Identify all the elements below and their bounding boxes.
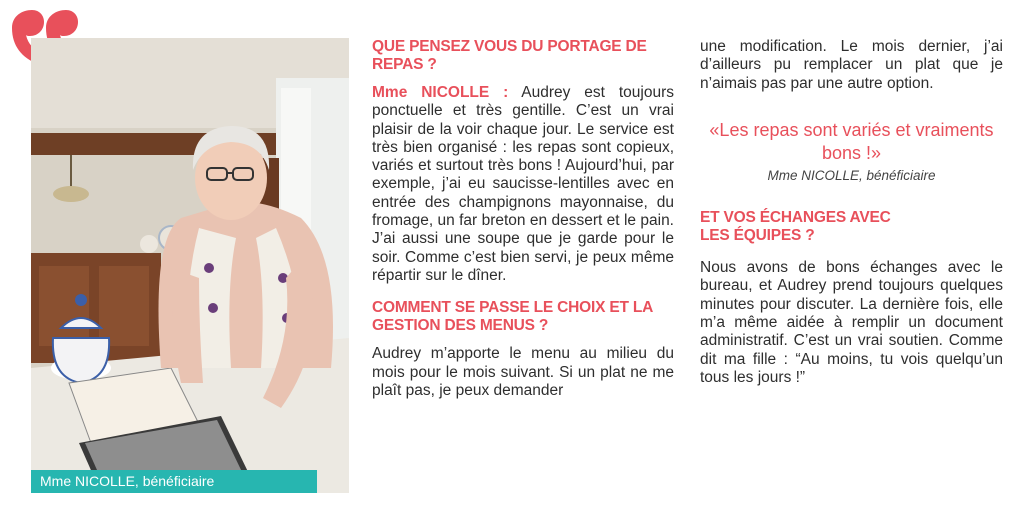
- question-heading: QUE PENSEZ VOUS DU PORTAGE DE REPAS ?: [372, 38, 647, 73]
- answer-paragraph: une modification. Le mois dernier, j’ai d’ailleurs pu remplacer un plat que je n’aimais pas par une autre option.: [700, 38, 1003, 92]
- question-heading: ET VOS ÉCHANGES AVEC LES ÉQUIPES ?: [700, 209, 891, 245]
- speaker-label: Mme NICOLLE :: [372, 84, 509, 101]
- answer-text: Audrey est toujours ponctuelle et très gentille. C’est un vrai plaisir de la voir chaque jour. Le service est très bien organisé : les repas sont copieux, variés et surtout très bons ! Aujourd’hui, par exemple, j’ai eu saucisse-lentilles avec en entrée des champignons mayonnaise, du fromage, un far breton en dessert et le pain. J’ai aussi une soupe que je garde pour le soir. Comme c’est bien servi, je peux même répartir sur le dîner.: [372, 84, 674, 284]
- pull-quote-text: «Les repas sont variés et vraiments bons !»: [709, 119, 994, 163]
- question-heading: COMMENT SE PASSE LE CHOIX ET LA GESTION DES MENUS ?: [372, 299, 653, 335]
- pull-quote-attribution: Mme NICOLLE, bénéficiaire: [767, 167, 936, 183]
- portrait-photo: [31, 38, 349, 493]
- answer-paragraph: [372, 84, 674, 285]
- answer-paragraph: Nous avons de bons échanges avec le bureau, et Audrey prend toujours quelques minutes pour discuter. La dernière fois, elle m’a même aidée à remplir un document administratif. C’est un vrai soutien. Comme dit ma fille : “Au moins, tu vois quelqu’un tous les jours !”: [700, 259, 1003, 386]
- pull-quote: [700, 119, 1003, 185]
- answer-paragraph: Audrey m’apporte le menu au milieu du mois pour le mois suivant. Si un plat ne me plaît pas, je peux demander: [372, 345, 674, 399]
- photo-caption: Mme NICOLLE, bénéficiaire: [31, 470, 317, 493]
- article-column-1: [372, 38, 674, 408]
- article-column-2: [700, 38, 1003, 395]
